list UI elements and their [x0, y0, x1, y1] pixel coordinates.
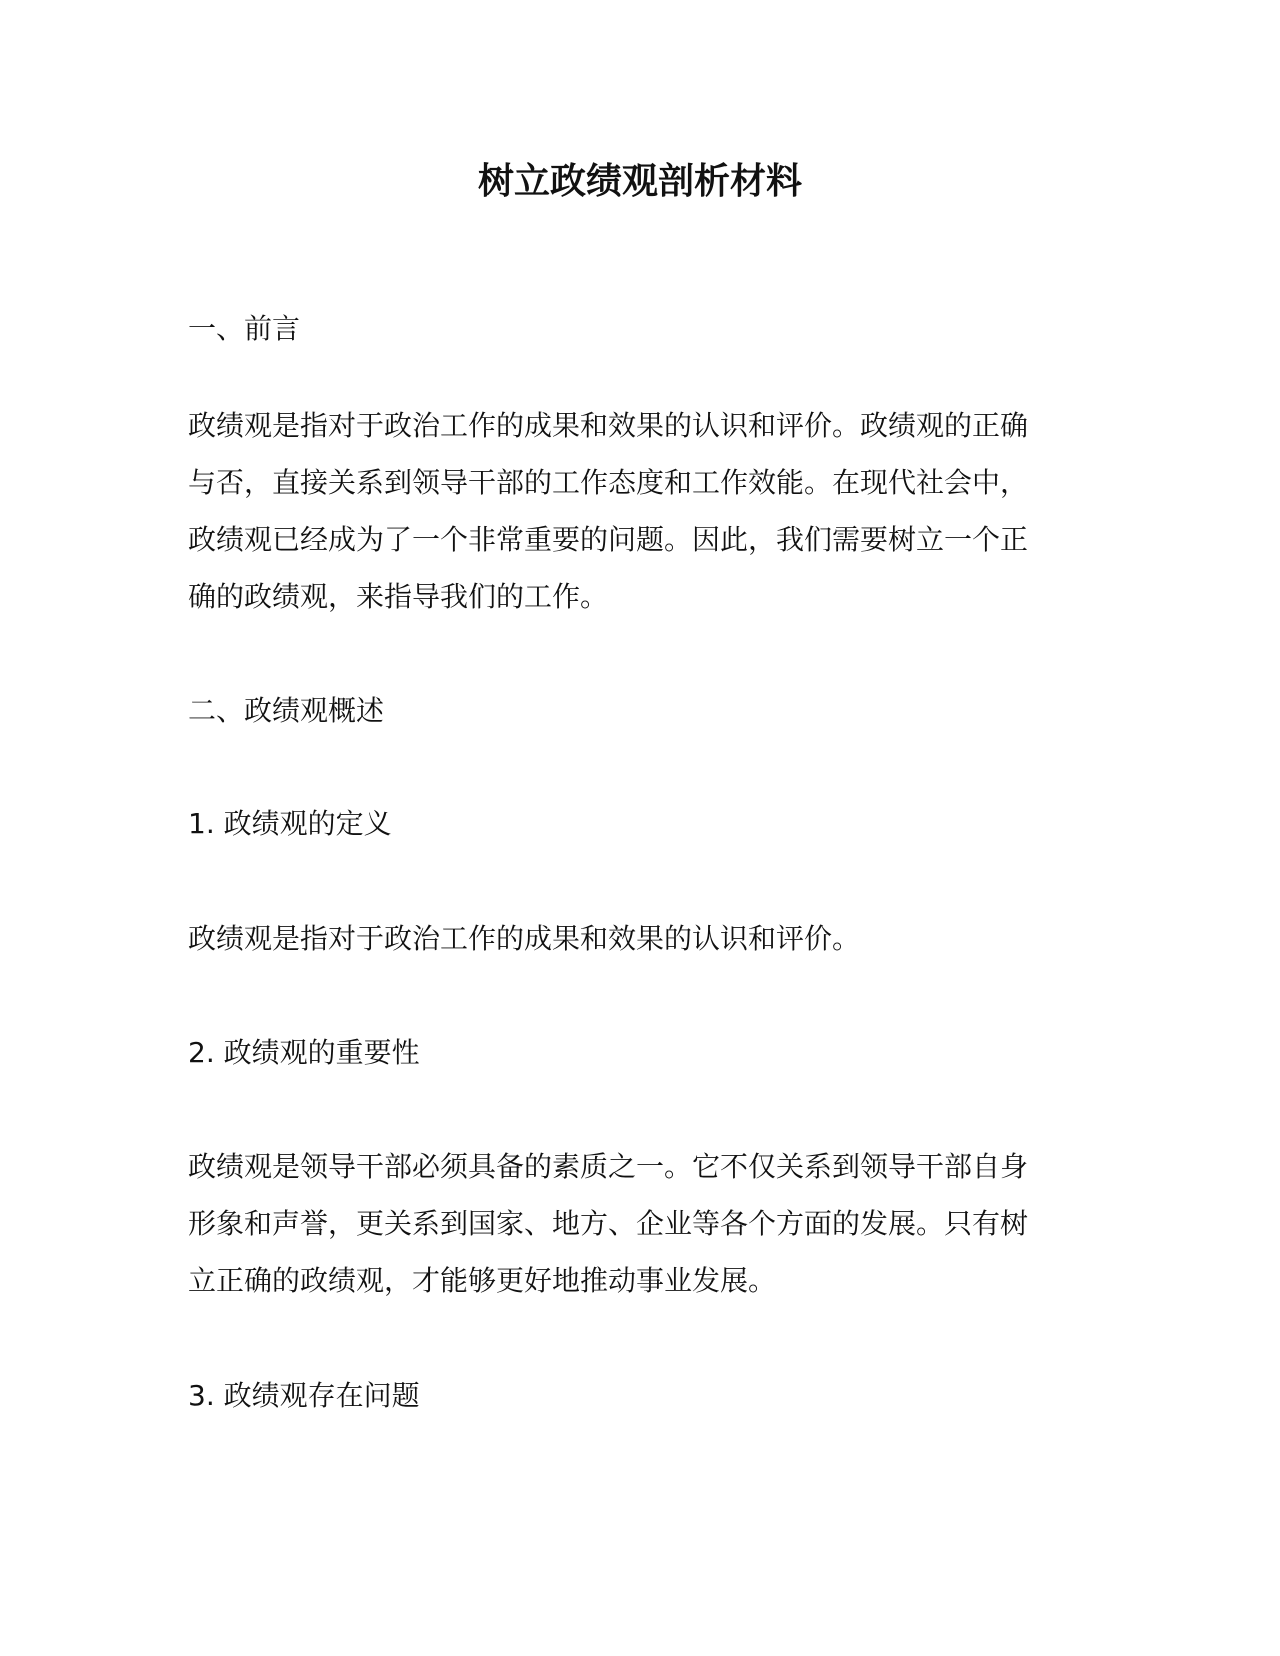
paragraph-line: 政绩观是指对于政治工作的成果和效果的认识和评价。政绩观的正确: [188, 409, 1029, 442]
paragraph-line: 政绩观是领导干部必须具备的素质之一。它不仅关系到领导干部自身: [188, 1150, 1029, 1183]
paragraph-line: 确的政绩观，来指导我们的工作。: [188, 580, 609, 613]
subsection-heading-problems: 3. 政绩观存在问题: [188, 1379, 420, 1412]
paragraph-line: 形象和声誉，更关系到国家、地方、企业等各个方面的发展。只有树: [188, 1207, 1029, 1240]
paragraph-importance: [188, 1138, 1078, 1309]
section-heading-overview: 二、政绩观概述: [188, 694, 385, 727]
section-heading-preface: 一、前言: [188, 312, 301, 345]
paragraph-line: 政绩观已经成为了一个非常重要的问题。因此，我们需要树立一个正: [188, 523, 1029, 556]
subsection-heading-importance: 2. 政绩观的重要性: [188, 1036, 420, 1069]
paragraph-definition: 政绩观是指对于政治工作的成果和效果的认识和评价。: [188, 922, 861, 955]
subsection-heading-definition: 1. 政绩观的定义: [188, 807, 392, 840]
paragraph-line: 与否，直接关系到领导干部的工作态度和工作效能。在现代社会中，: [188, 466, 1029, 499]
paragraph-line: 立正确的政绩观，才能够更好地推动事业发展。: [188, 1264, 777, 1297]
paragraph-preface: [188, 397, 1078, 625]
document-title: 树立政绩观剖析材料: [477, 161, 802, 202]
